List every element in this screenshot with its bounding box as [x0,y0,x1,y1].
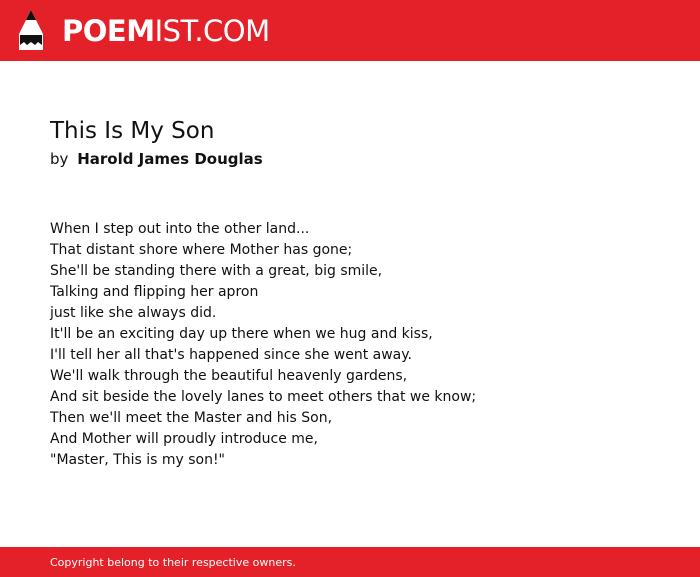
poem-line: And Mother will proudly introduce me, [50,431,318,447]
poem-line: She'll be standing there with a great, big smile, [50,263,383,279]
logo-text-bold: POEM [62,14,155,48]
poem-line: It'll be an exciting day up there when we hug and kiss, [50,326,433,342]
site-logo-text [62,14,270,48]
poem-line: just like she always did. [50,305,217,321]
poem-line: "Master, This is my son!" [50,452,225,468]
poem-body [50,219,476,471]
by-label: by [50,150,69,168]
poem-line: Talking and flipping her apron [50,284,259,300]
poem-line: That distant shore where Mother has gone; [50,242,353,258]
pencil-icon [15,9,47,53]
poem-line: When I step out into the other land... [50,221,310,237]
poem-title: This Is My Son [50,118,215,144]
poem-author: Harold James Douglas [77,150,263,168]
poem-line: I'll tell her all that's happened since she went away. [50,347,412,363]
copyright-text: Copyright belong to their respective owners. [50,556,296,569]
poem-byline [50,149,263,169]
logo-text-light: IST.COM [154,14,270,48]
site-footer [0,547,700,577]
site-header [0,0,700,61]
poem-line: We'll walk through the beautiful heavenly gardens, [50,368,408,384]
poem-line: Then we'll meet the Master and his Son, [50,410,333,426]
poem-line: And sit beside the lovely lanes to meet others that we know; [50,389,477,405]
